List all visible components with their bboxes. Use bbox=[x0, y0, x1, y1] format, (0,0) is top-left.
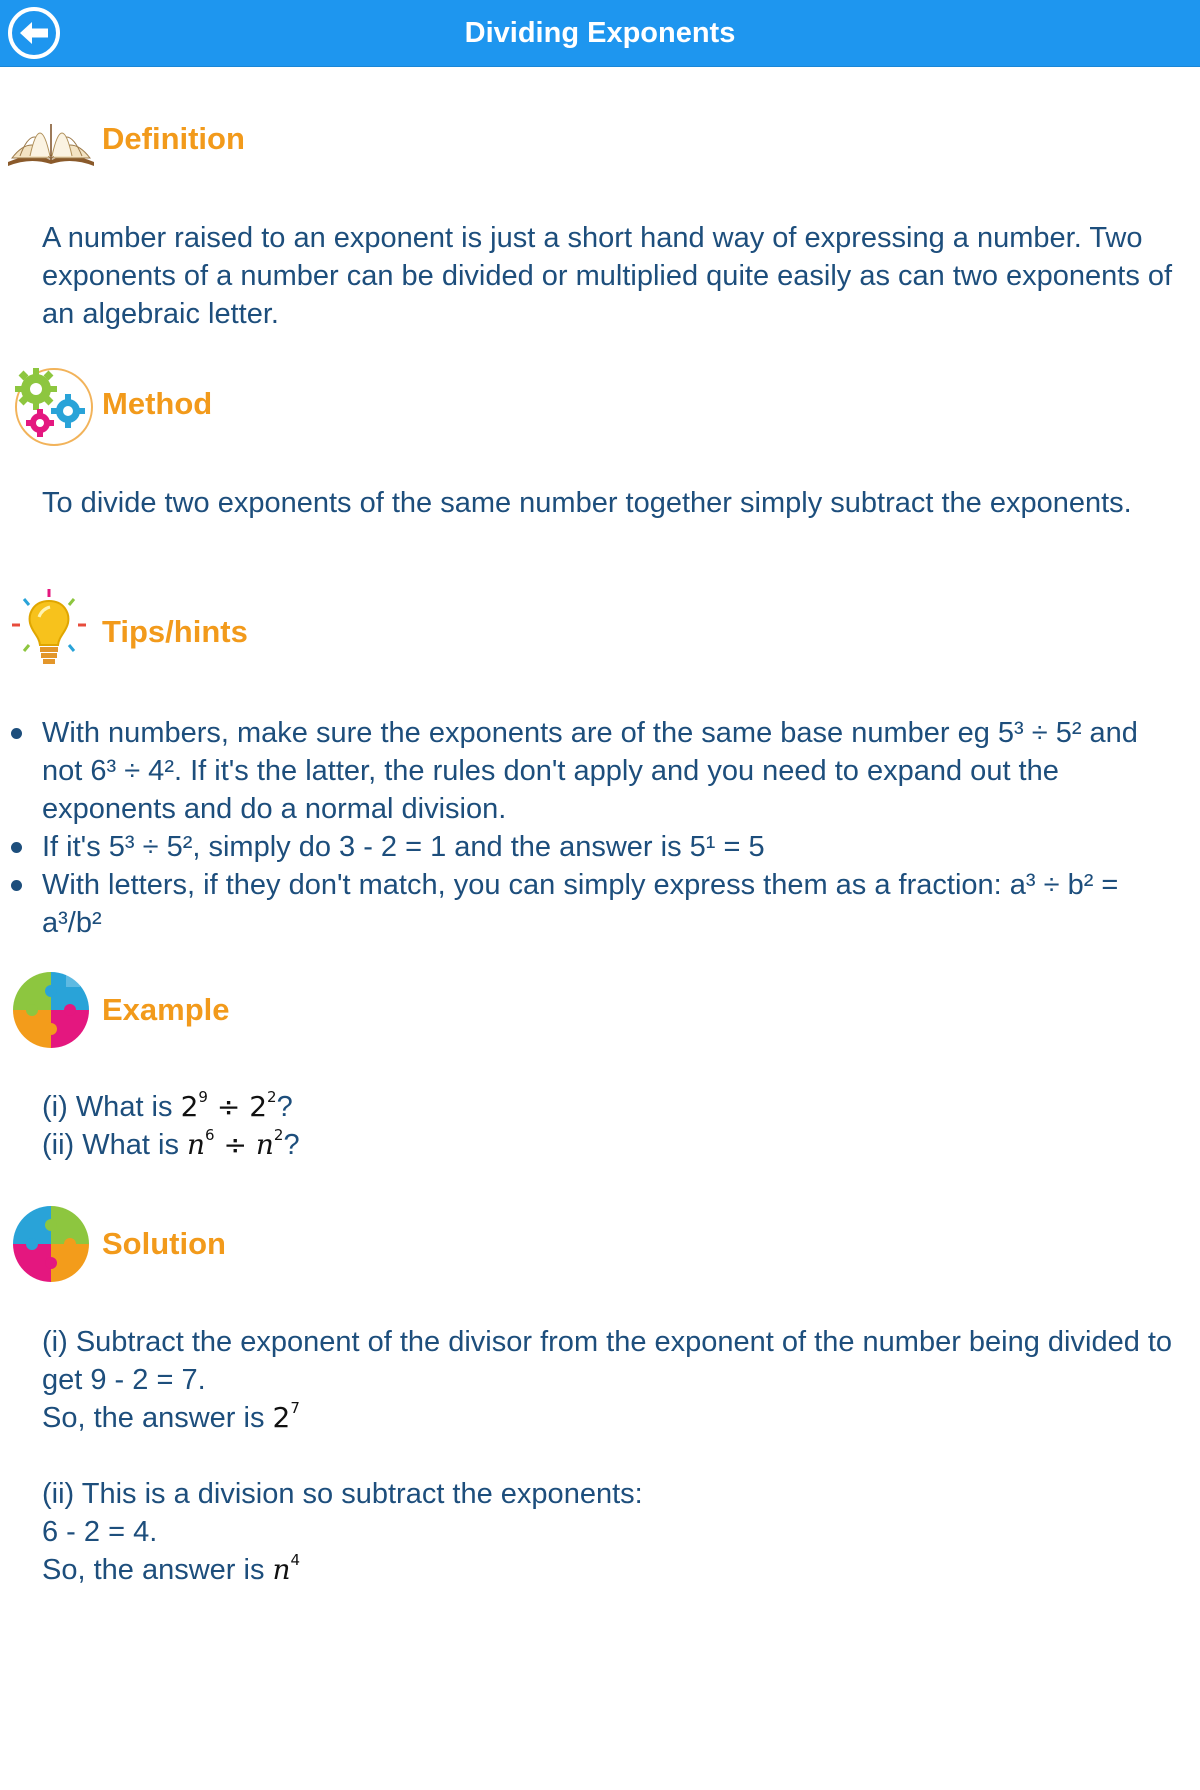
solution-1-answer: So, the answer is $2^7$ bbox=[42, 1398, 300, 1434]
solution-2-line-2: 6 - 2 = 4. bbox=[42, 1516, 158, 1548]
example-text bbox=[42, 1088, 1182, 1164]
math-expression: $2^9 \div 2^2$ bbox=[180, 1087, 277, 1123]
tips-list-container bbox=[42, 714, 1182, 942]
solution-2-line-1: (ii) This is a division so subtract the exponents: bbox=[42, 1478, 643, 1510]
top-app-bar bbox=[0, 0, 1200, 67]
math-expression: $n^4$ bbox=[272, 1550, 301, 1586]
definition-text: A number raised to an exponent is just a short hand way of expressing a number. Two exponents of a number can be divided or multiplied quite easily as can two exponents of an algebraic letter. bbox=[42, 222, 1173, 330]
tips-header bbox=[0, 587, 600, 677]
spacer bbox=[42, 1437, 1182, 1475]
solution-2-answer: So, the answer is $n^4$ bbox=[42, 1550, 301, 1586]
example-header bbox=[0, 965, 600, 1055]
tips-heading: Tips/hints bbox=[102, 614, 248, 649]
example-question-2: (ii) What is $n^6 \div n^2$? bbox=[42, 1125, 300, 1161]
method-text: To divide two exponents of the same number together simply subtract the exponents. bbox=[42, 487, 1132, 519]
tip-item-2: If it's 5³ ÷ 5², simply do 3 - 2 = 1 and the answer is 5¹ = 5 bbox=[42, 828, 1182, 866]
gears-icon bbox=[6, 359, 96, 449]
method-heading: Method bbox=[102, 386, 213, 421]
method-header bbox=[0, 359, 600, 449]
tip-item-1: With numbers, make sure the exponents are of the same base number eg 5³ ÷ 5² and not 6³ ÷ 4². If it's the latter, the rules don't apply and you need to expand out the exponents and do a normal division. bbox=[42, 714, 1182, 828]
puzzle-icon bbox=[6, 965, 96, 1055]
solution-1-line-1: (i) Subtract the exponent of the divisor from the exponent of the number being divided to get 9 - 2 = 7. bbox=[42, 1326, 1173, 1396]
page-title: Dividing Exponents bbox=[464, 17, 736, 49]
lightbulb-icon bbox=[6, 587, 96, 677]
definition-heading: Definition bbox=[102, 121, 245, 156]
example-heading: Example bbox=[102, 992, 230, 1027]
tips-list bbox=[42, 714, 1182, 942]
math-expression: $n^6 \div n^2$ bbox=[187, 1125, 284, 1161]
solution-text bbox=[42, 1323, 1182, 1589]
puzzle-icon bbox=[6, 1199, 96, 1289]
math-expression: $2^7$ bbox=[272, 1398, 300, 1434]
solution-heading: Solution bbox=[102, 1226, 226, 1261]
solution-header bbox=[0, 1199, 600, 1289]
example-question-1: (i) What is $2^9 \div 2^2$? bbox=[42, 1087, 293, 1123]
definition-header bbox=[0, 94, 600, 184]
open-book-icon bbox=[6, 94, 96, 184]
tip-item-3: With letters, if they don't match, you can simply express them as a fraction: a³ ÷ b² = a³/b² bbox=[42, 866, 1182, 942]
